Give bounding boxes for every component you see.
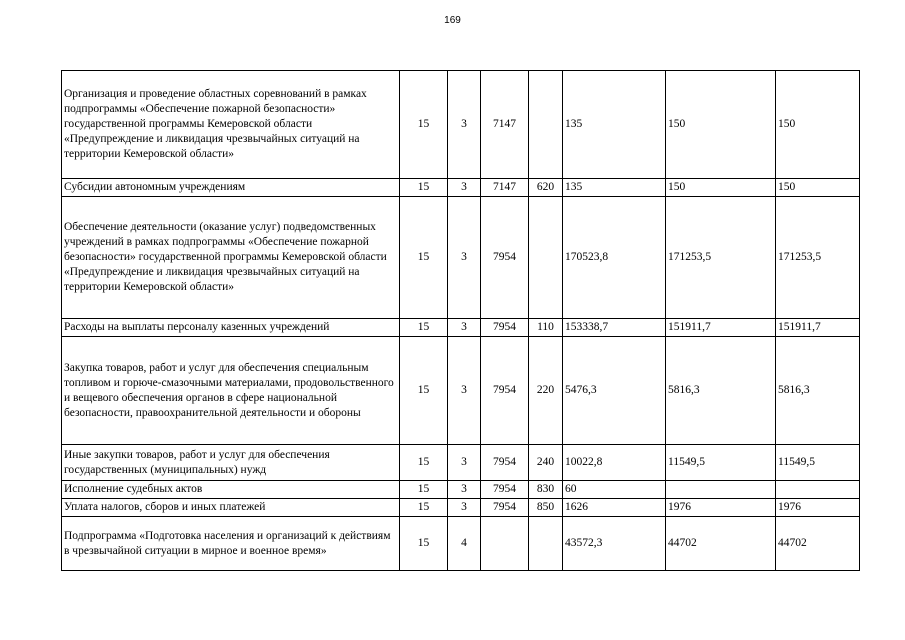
cell-code-4: 240 — [529, 445, 563, 481]
budget-table — [61, 70, 860, 571]
table-row — [62, 499, 860, 517]
cell-amount-2: 44702 — [666, 517, 776, 571]
row-description: Исполнение судебных актов — [62, 481, 400, 499]
cell-code-3: 7954 — [481, 197, 529, 319]
cell-code-4 — [529, 71, 563, 179]
cell-code-4 — [529, 517, 563, 571]
row-description: Иные закупки товаров, работ и услуг для обеспечения государственных (муниципальных) нужд — [62, 445, 400, 481]
row-description: Расходы на выплаты персоналу казенных учреждений — [62, 319, 400, 337]
cell-amount-1: 153338,7 — [563, 319, 666, 337]
cell-code-1: 15 — [400, 481, 448, 499]
cell-code-3: 7147 — [481, 71, 529, 179]
cell-code-3: 7954 — [481, 337, 529, 445]
page-number: 169 — [444, 15, 461, 26]
cell-code-2: 3 — [448, 481, 481, 499]
cell-amount-3: 150 — [776, 179, 860, 197]
cell-amount-3: 5816,3 — [776, 337, 860, 445]
cell-amount-3 — [776, 481, 860, 499]
cell-code-2: 3 — [448, 499, 481, 517]
cell-amount-1: 135 — [563, 71, 666, 179]
cell-amount-2 — [666, 481, 776, 499]
table-row — [62, 319, 860, 337]
row-description: Уплата налогов, сборов и иных платежей — [62, 499, 400, 517]
table-row — [62, 517, 860, 571]
table-row — [62, 481, 860, 499]
cell-code-1: 15 — [400, 517, 448, 571]
row-description: Организация и проведение областных соревнований в рамках подпрограммы «Обеспечение пожарной безопасности» государственной программы Кемеровской области «Предупреждение и ликвидация чрезвычайных ситуаций на территории Кемеровской области» — [62, 71, 400, 179]
cell-code-3: 7954 — [481, 481, 529, 499]
cell-code-3 — [481, 517, 529, 571]
cell-amount-1: 1626 — [563, 499, 666, 517]
cell-code-2: 4 — [448, 517, 481, 571]
row-description: Обеспечение деятельности (оказание услуг) подведомственных учреждений в рамках подпрограммы «Обеспечение пожарной безопасности» государственной программы Кемеровской области «Предупреждение и ликвидация чрезвычайных ситуаций на территории Кемеровской области» — [62, 197, 400, 319]
cell-amount-2: 150 — [666, 179, 776, 197]
cell-code-2: 3 — [448, 179, 481, 197]
row-description: Закупка товаров, работ и услуг для обеспечения специальным топливом и горюче-смазочными материалами, продовольственного и вещевого обеспечения органов в сфере национальной безопасности, правоохранительной деятельности и обороны — [62, 337, 400, 445]
cell-amount-2: 5816,3 — [666, 337, 776, 445]
row-description: Подпрограмма «Подготовка населения и организаций к действиям в чрезвычайной ситуации в мирное и военное время» — [62, 517, 400, 571]
cell-code-3: 7147 — [481, 179, 529, 197]
cell-code-4: 850 — [529, 499, 563, 517]
cell-code-4: 620 — [529, 179, 563, 197]
cell-code-2: 3 — [448, 319, 481, 337]
table-row — [62, 179, 860, 197]
cell-amount-1: 5476,3 — [563, 337, 666, 445]
cell-amount-3: 11549,5 — [776, 445, 860, 481]
cell-code-1: 15 — [400, 319, 448, 337]
cell-amount-2: 151911,7 — [666, 319, 776, 337]
cell-code-1: 15 — [400, 71, 448, 179]
cell-amount-1: 10022,8 — [563, 445, 666, 481]
cell-code-4: 110 — [529, 319, 563, 337]
cell-amount-2: 171253,5 — [666, 197, 776, 319]
cell-amount-1: 43572,3 — [563, 517, 666, 571]
cell-amount-3: 1976 — [776, 499, 860, 517]
cell-code-2: 3 — [448, 445, 481, 481]
cell-amount-1: 170523,8 — [563, 197, 666, 319]
table-row — [62, 337, 860, 445]
table-row — [62, 445, 860, 481]
row-description: Субсидии автономным учреждениям — [62, 179, 400, 197]
cell-code-2: 3 — [448, 337, 481, 445]
cell-amount-1: 135 — [563, 179, 666, 197]
table-row — [62, 197, 860, 319]
cell-amount-3: 171253,5 — [776, 197, 860, 319]
cell-amount-3: 150 — [776, 71, 860, 179]
cell-amount-2: 1976 — [666, 499, 776, 517]
cell-code-4: 220 — [529, 337, 563, 445]
cell-amount-3: 44702 — [776, 517, 860, 571]
cell-amount-3: 151911,7 — [776, 319, 860, 337]
cell-amount-2: 150 — [666, 71, 776, 179]
cell-code-4: 830 — [529, 481, 563, 499]
cell-amount-1: 60 — [563, 481, 666, 499]
cell-code-1: 15 — [400, 337, 448, 445]
cell-code-1: 15 — [400, 197, 448, 319]
table-row — [62, 71, 860, 179]
cell-code-3: 7954 — [481, 499, 529, 517]
cell-code-2: 3 — [448, 197, 481, 319]
cell-amount-2: 11549,5 — [666, 445, 776, 481]
cell-code-2: 3 — [448, 71, 481, 179]
cell-code-1: 15 — [400, 445, 448, 481]
cell-code-4 — [529, 197, 563, 319]
cell-code-3: 7954 — [481, 445, 529, 481]
cell-code-3: 7954 — [481, 319, 529, 337]
cell-code-1: 15 — [400, 499, 448, 517]
cell-code-1: 15 — [400, 179, 448, 197]
